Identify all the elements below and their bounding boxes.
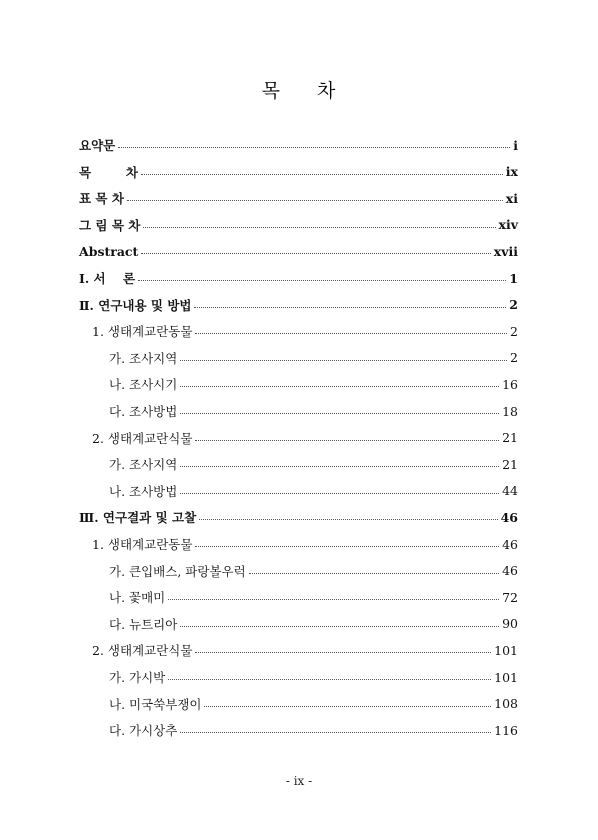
toc-entry-label: Ⅱ. 연구내용 및 방법 [79, 297, 192, 313]
toc-entry-label: 그 림 목 차 [79, 217, 141, 233]
toc-entry-label: Ⅰ. 서 론 [79, 271, 136, 286]
dot-leader [180, 385, 499, 387]
toc-entry-page: 16 [502, 376, 518, 392]
page-title [0, 76, 598, 103]
dot-leader [194, 306, 506, 308]
toc-entry-label: Abstract [79, 243, 139, 259]
dot-leader [138, 279, 506, 281]
toc-entry[interactable] [0, 587, 598, 607]
toc-entry-page: 46 [502, 563, 518, 579]
toc-entry-page: xiv [498, 217, 518, 233]
dot-leader [168, 598, 499, 600]
toc-entry-label: 2. 생태계교란식물 [92, 643, 193, 659]
toc-entry-page: 18 [502, 403, 518, 419]
toc-entry[interactable] [0, 188, 598, 208]
toc-entry-label: 다. 뉴트리아 [109, 616, 178, 632]
toc-entry-label: 나. 조사방법 [109, 483, 178, 499]
toc-entry-label: 다. 가시상추 [109, 723, 178, 739]
dot-leader [180, 359, 507, 361]
dot-leader [195, 651, 491, 653]
toc-entry[interactable] [0, 215, 598, 235]
dot-leader [180, 731, 491, 733]
toc-entry-label: 다. 조사방법 [109, 404, 178, 419]
dot-leader [195, 545, 499, 547]
dot-leader [249, 572, 499, 574]
toc-entry[interactable] [0, 162, 598, 182]
toc-entry-label: 표 목 차 [79, 191, 124, 207]
dot-leader [180, 465, 499, 467]
toc-entry[interactable] [0, 428, 598, 448]
dot-leader [143, 226, 495, 228]
toc-entry-page: 46 [500, 509, 518, 525]
dot-leader [195, 439, 499, 441]
toc-entry[interactable] [0, 561, 598, 581]
dot-leader [127, 199, 503, 201]
dot-leader [180, 625, 499, 627]
toc-entry-label: 나. 꽃매미 [109, 590, 166, 606]
toc-entry-page: 44 [502, 483, 518, 499]
toc-entry-label: Ⅲ. 연구결과 및 고찰 [79, 510, 197, 526]
toc-entry-page: 101 [494, 669, 518, 685]
dot-leader [118, 146, 510, 148]
toc-entry[interactable] [0, 720, 598, 740]
toc-entry[interactable] [0, 481, 598, 501]
toc-entry[interactable] [0, 241, 598, 261]
toc-entry-page: 108 [494, 696, 518, 712]
toc-entry-page: 46 [502, 536, 518, 552]
toc-entry-label: 가. 큰입배스, 파랑볼우럭 [109, 563, 246, 579]
dot-leader [204, 705, 491, 707]
toc-entry[interactable] [0, 401, 598, 421]
toc-entry-label: 1. 생태계교란동물 [92, 537, 193, 552]
toc-entry[interactable] [0, 295, 598, 315]
toc-entry[interactable] [0, 507, 598, 527]
toc-entry-page: 116 [494, 722, 518, 738]
toc-entry[interactable] [0, 614, 598, 634]
toc-entry-page: 90 [502, 616, 518, 632]
dot-leader [195, 332, 507, 334]
toc-entry-label: 목 차 [79, 164, 138, 180]
toc-entry-page: xi [505, 190, 518, 206]
toc-entry-label: 1. 생태계교란동물 [92, 324, 193, 340]
dot-leader [199, 518, 497, 520]
toc-entry[interactable] [0, 135, 598, 155]
title-char-2: 차 [317, 80, 337, 102]
toc-entry[interactable] [0, 268, 598, 288]
page-number-footer: - ix - [285, 774, 313, 788]
toc-entry-page: 72 [502, 589, 518, 605]
toc-entry-page: 101 [494, 642, 518, 658]
toc-entry-page: 2 [509, 297, 518, 313]
toc-entry[interactable] [0, 534, 598, 554]
toc-entry-page: 1 [509, 270, 518, 286]
toc-entry-label: 가. 조사지역 [109, 350, 178, 366]
toc-entry[interactable] [0, 694, 598, 714]
dot-leader [180, 412, 499, 414]
dot-leader [168, 678, 491, 680]
toc-entry-page: ix [505, 164, 518, 180]
toc-entry[interactable] [0, 348, 598, 368]
toc-entry[interactable] [0, 374, 598, 394]
toc-entry-page: 2 [510, 350, 518, 366]
toc-entry-label: 나. 미국쑥부쟁이 [109, 696, 202, 712]
toc-entry-page: 2 [510, 323, 518, 339]
toc-entry-label: 2. 생태계교란식물 [92, 430, 193, 446]
dot-leader [141, 252, 490, 254]
dot-leader [180, 492, 499, 494]
toc-entry-label: 가. 가시박 [109, 670, 166, 685]
title-char-1: 목 [261, 80, 281, 102]
toc-entry-label: 가. 조사지역 [109, 457, 178, 473]
toc-entry[interactable] [0, 454, 598, 474]
toc-entry[interactable] [0, 321, 598, 341]
toc-entry-page: 21 [502, 456, 518, 472]
toc-entry-page: 21 [502, 430, 518, 446]
toc-entry-page: i [513, 137, 518, 153]
toc-entry-page: xvii [493, 243, 518, 259]
toc-entry-label: 요약문 [79, 138, 116, 153]
toc-entry[interactable] [0, 640, 598, 660]
dot-leader [141, 173, 503, 175]
toc-entry[interactable] [0, 667, 598, 687]
toc-entry-label: 나. 조사시기 [109, 377, 178, 393]
